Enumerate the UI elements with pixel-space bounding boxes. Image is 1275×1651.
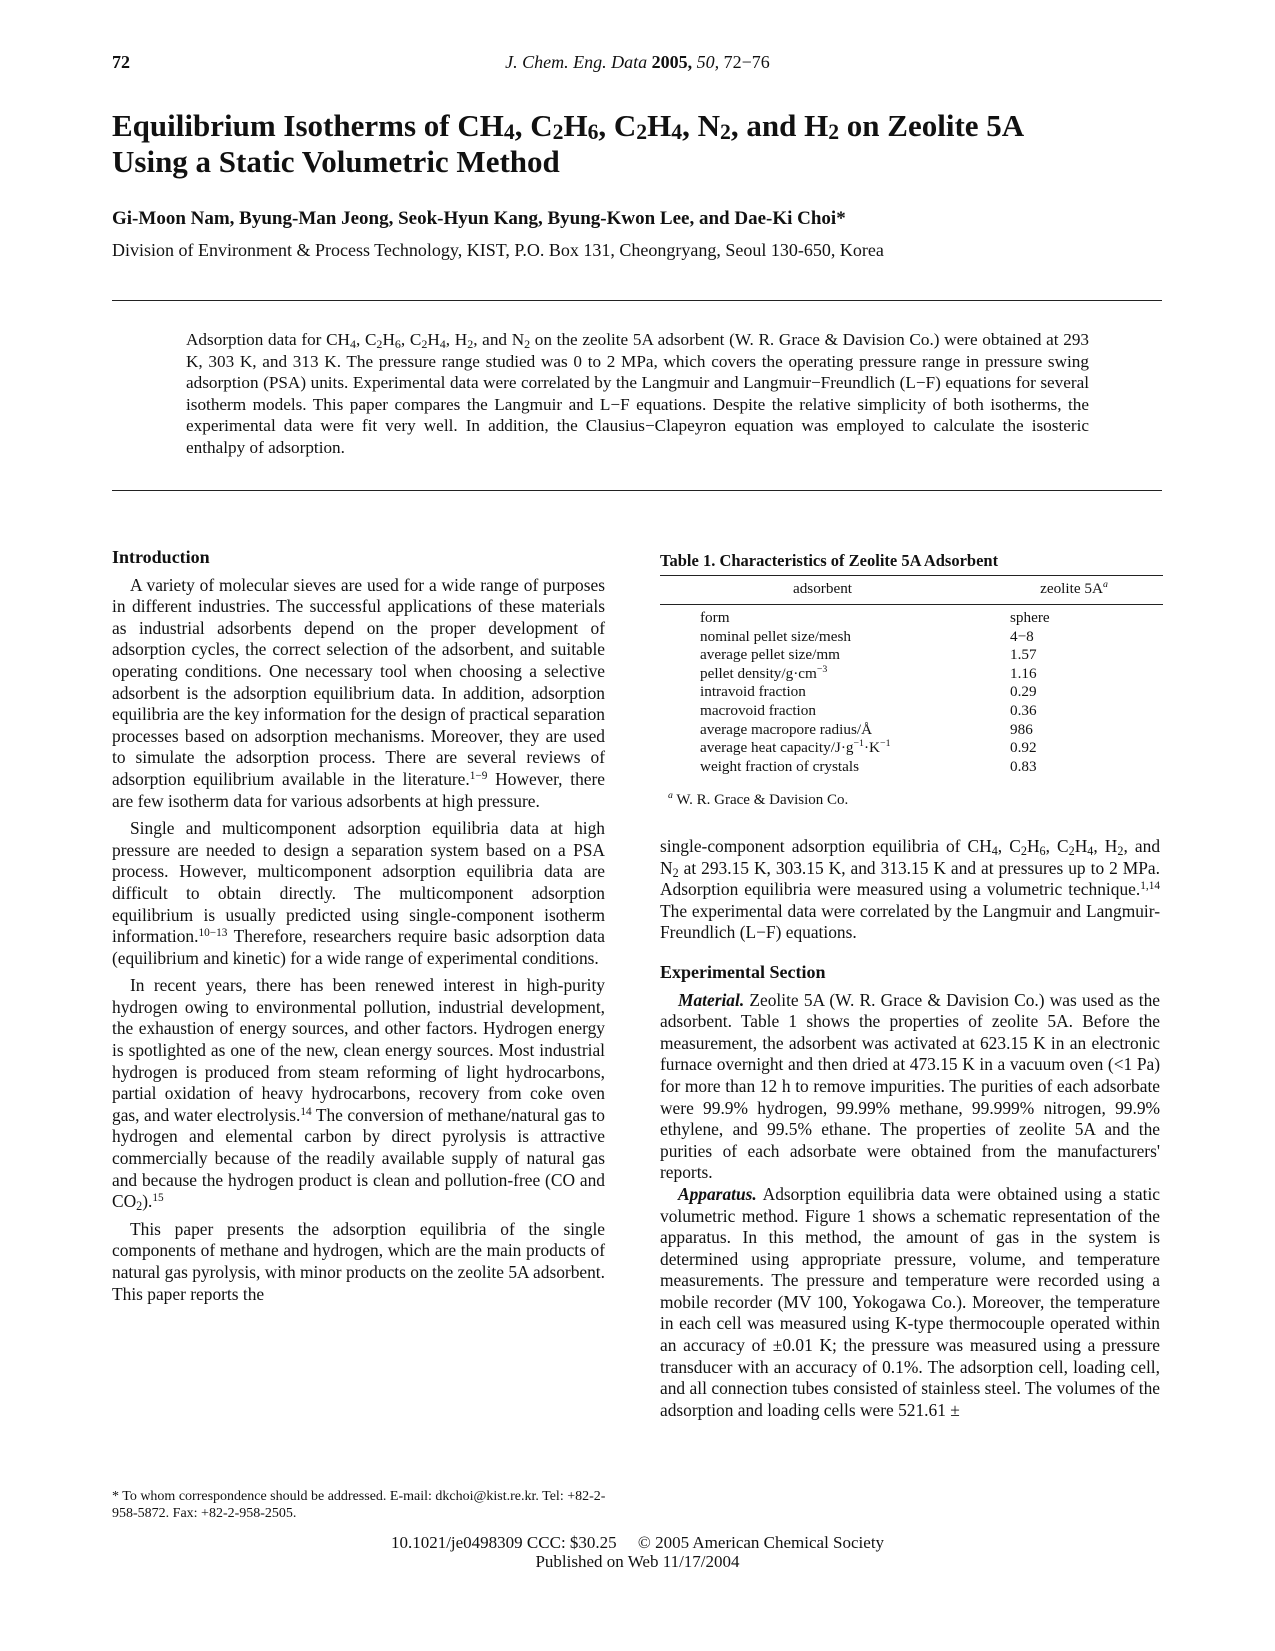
title-line-2: Using a Static Volumetric Method xyxy=(112,144,560,179)
table-header-row xyxy=(660,576,1163,604)
abstract-subscript: 4 xyxy=(349,337,356,351)
table-cell-value: 4−8 xyxy=(1010,627,1034,645)
citation-ref: 14 xyxy=(300,1105,312,1118)
doi-line: 10.1021/je0498309 CCC: $30.25 © 2005 American Chemical Society xyxy=(390,1533,885,1552)
abstract-top-rule xyxy=(112,300,1162,301)
paper-title xyxy=(112,108,1172,180)
abstract-subscript: 2 xyxy=(467,337,474,351)
table-cell-value: 0.36 xyxy=(1010,701,1037,719)
paragraph-text: However, there are few isotherm data for various adsorbents at high pressure. xyxy=(112,768,606,811)
unit-exponent: −1 xyxy=(853,738,864,750)
abstract-text: H xyxy=(427,330,440,349)
run-in-heading: Material. xyxy=(678,989,745,1010)
paragraph-text: A variety of molecular sieves are used for a wide range of purposes in different industries. The successful applications of these materials as industrial adsorbents depend on the proper development of adsorption cycles, the correct selection of the adsorbent, and suitable operating conditions. One necessary tool when choosing a selective adsorbent is the adsorption equilibrium data. In addition, adsorption equilibria are the key information for the design of practical separation processes based on adsorption mechanisms. Moreover, they are used to simulate the adsorption process. There are several reviews of adsorption equilibrium available in the literature. xyxy=(112,574,605,789)
table-cell-value: 1.16 xyxy=(1010,664,1037,682)
paragraph-text: H xyxy=(1026,836,1040,856)
paragraph-text: Adsorption equilibria data were obtained using a static volumetric method. Figure 1 shows a schematic representation of the apparatus. In this method, the amount of gas in the system is determined using appropriate pressure, volume, and temperature measurements. The pressure and temperature were recorded using a mobile recorder (MV 100, Yokogawa Co.). Moreover, the temperature in each cell was measured using K-type thermocouple operated within an accuracy of ±0.01 K; the pressure was measured using a pressure transducer with an accuracy of 0.1%. The adsorption cell, loading cell, and all connection tubes consisted of stainless steel. The volumes of the adsorption and loading cells were 521.61 ± xyxy=(660,1183,1160,1420)
abstract-text: on the zeolite 5A adsorbent (W. R. Grace & Davision Co.) were obtained at 293 K, 303 K, and 313 K. The pressure range studied was 0 to 2 MPa, which covers the operating pressure range in pressure swing adsorption (PSA) units. Experimental data were correlated by the Langmuir and Langmuir−Freundlich (L−F) equations for several isotherm models. This paper compares the Langmuir and L−F equations. Despite the relative simplicity of both isotherms, the experimental data were fit very well. In addition, the Clausius−Clapeyron equation was employed to calculate the isosteric enthalpy of adsorption. xyxy=(186,330,1090,457)
paragraph-text: The conversion of methane/natural gas to hydrogen and elemental carbon by direct pyrolysis is attractive commercially because of the readily available supply of natural gas and because the hydrogen product is clean and pollution-free (CO and CO xyxy=(112,1104,605,1212)
paragraph-text: Therefore, researchers require basic adsorption data (equilibrium and kinetic) for a wide range of experimental conditions. xyxy=(112,926,605,968)
paragraph-text: H xyxy=(1074,836,1088,856)
unit-exponent: −1 xyxy=(880,738,891,750)
table-footnote xyxy=(668,792,848,809)
abstract-text: H xyxy=(382,330,395,349)
abstract-subscript: 2 xyxy=(421,337,428,351)
abstract-bottom-rule xyxy=(112,490,1162,491)
title-text: H xyxy=(563,108,588,143)
table-row xyxy=(660,646,1163,665)
journal-volume: 50, xyxy=(696,52,720,72)
apparatus-paragraph xyxy=(660,1184,1160,1422)
paragraph-text: , and N xyxy=(660,836,1161,878)
table-row xyxy=(660,758,1163,777)
paragraph-text: single-component adsorption equilibria of CH xyxy=(660,836,992,856)
abstract-text: , and N xyxy=(473,330,525,349)
paragraph-text: , C xyxy=(997,836,1021,856)
footnote-text: W. R. Grace & Davision Co. xyxy=(672,792,849,808)
title-subscript: 2 xyxy=(828,120,840,144)
run-in-heading: Apparatus. xyxy=(678,1183,757,1204)
abstract-subscript: 4 xyxy=(439,337,446,351)
author-list: Gi-Moon Nam, Byung-Man Jeong, Seok-Hyun Kang, Byung-Kwon Lee, and Dae-Ki Choi* xyxy=(112,208,846,229)
title-text: on Zeolite 5A xyxy=(839,108,1025,143)
page-number: 72 xyxy=(112,52,130,72)
abstract xyxy=(186,329,1089,458)
table-row xyxy=(660,683,1163,702)
table-cell-label xyxy=(660,739,990,758)
right-column xyxy=(660,836,1160,1421)
abstract-subscript: 2 xyxy=(376,337,383,351)
table-cell-label: form xyxy=(700,609,730,626)
table-header-rule xyxy=(660,604,1163,605)
correspondence-footnote: * To whom correspondence should be addressed. E-mail: dkchoi@kist.re.kr. Tel: +82-2-958-5872. Fax: +82-2-958-2505. xyxy=(112,1489,606,1521)
material-paragraph xyxy=(660,990,1160,1184)
table-cell-value: sphere xyxy=(1010,609,1050,626)
paragraph-subscript: 2 xyxy=(672,865,679,880)
table-cell-value: 0.92 xyxy=(1010,739,1037,757)
table-row xyxy=(660,628,1163,647)
label-text: ·K xyxy=(864,739,881,757)
title-subscript: 2 xyxy=(636,120,648,144)
section-heading-introduction: Introduction xyxy=(112,547,210,567)
title-subscript: 4 xyxy=(503,120,515,144)
table-cell-value: 0.29 xyxy=(1010,683,1037,701)
published-date: Published on Web 11/17/2004 xyxy=(535,1552,740,1571)
abstract-subscript: 6 xyxy=(394,337,401,351)
citation-ref: 10−13 xyxy=(198,927,228,940)
citation-ref: 1,14 xyxy=(1140,880,1160,893)
abstract-text: , H xyxy=(445,330,468,349)
right-paragraph-1 xyxy=(660,836,1160,944)
title-text: H xyxy=(647,108,672,143)
table-row xyxy=(660,739,1163,758)
table-cell-value: 0.83 xyxy=(1010,757,1037,775)
intro-paragraph-1 xyxy=(112,575,605,813)
paragraph-subscript: 6 xyxy=(1039,844,1046,858)
table-row xyxy=(660,609,1163,628)
abstract-text: , C xyxy=(400,330,422,349)
left-column xyxy=(112,547,605,1305)
paragraph-text: The experimental data were correlated by the Langmuir and Langmuir-Freundlich (L−F) equations. xyxy=(660,900,1160,943)
paragraph-text: Single and multicomponent adsorption equilibria data at high pressure are needed to design a separation system based on a PSA process. However, multicomponent adsorption equilibria data are difficult to obtain directly. The multicomponent adsorption equilibrium is usually predicted using single-component isotherm information. xyxy=(112,818,605,947)
footnote-mark: a xyxy=(1102,579,1108,590)
citation-ref: 15 xyxy=(152,1192,164,1205)
journal-year: 2005, xyxy=(651,52,693,72)
label-text: pellet density/g·cm xyxy=(700,664,817,682)
intro-paragraph-4: This paper presents the adsorption equilibria of the single components of methane and hydrogen, which are the main products of natural gas pyrolysis, with minor products on the zeolite 5A adsorbent. This paper reports the xyxy=(112,1218,605,1304)
title-subscript: 2 xyxy=(552,120,564,144)
title-text: , C xyxy=(514,108,553,143)
table-cell-value: 986 xyxy=(1010,720,1033,738)
table-cell-label: intravoid fraction xyxy=(700,683,806,701)
table-row xyxy=(660,702,1163,721)
title-text: Equilibrium Isotherms of CH xyxy=(112,108,504,143)
title-subscript: 2 xyxy=(720,120,731,144)
journal-pages: 72−76 xyxy=(723,52,770,72)
paragraph-text: , C xyxy=(1045,836,1069,856)
paragraph-subscript: 2 xyxy=(1068,844,1075,858)
intro-paragraph-3 xyxy=(112,975,605,1213)
unit-exponent: −3 xyxy=(816,663,828,675)
section-heading-experimental: Experimental Section xyxy=(660,961,826,982)
publication-footer xyxy=(0,1533,1275,1571)
table-cell-label: macrovoid fraction xyxy=(700,701,816,719)
title-text: , and H xyxy=(730,108,829,143)
table-cell-label: average macropore radius/Å xyxy=(700,720,873,738)
paragraph-text: In recent years, there has been renewed interest in high-purity hydrogen owing to environmental pollution, industrial development, the exhaustion of energy sources, and other factors. Hydrogen energy is spotlighted as one of the new, clean energy sources. Most industrial hydrogen is produced from steam reforming of light hydrocarbons, partial oxidation of heavy hydrocarbons, recovery from coke oven gas, and water electrolysis. xyxy=(112,975,605,1125)
title-subscript: 4 xyxy=(671,120,683,144)
abstract-text: Adsorption data for CH xyxy=(186,330,350,349)
table-header-zeolite xyxy=(985,580,1163,598)
table-row xyxy=(660,721,1163,740)
paragraph-subscript: 4 xyxy=(1087,844,1094,858)
citation-ref: 1−9 xyxy=(469,769,488,782)
abstract-subscript: 2 xyxy=(524,337,531,351)
header-text: zeolite 5A xyxy=(1040,580,1103,597)
table-1 xyxy=(660,575,1163,776)
affiliation: Division of Environment & Process Technology, KIST, P.O. Box 131, Cheongryang, Seoul 130-650, Korea xyxy=(112,240,884,260)
intro-paragraph-2 xyxy=(112,818,605,969)
paragraph-subscript: 2 xyxy=(1020,844,1027,858)
journal-citation xyxy=(0,52,1275,73)
table-header-adsorbent: adsorbent xyxy=(792,580,853,597)
footnote-mark: a xyxy=(668,790,673,801)
title-text: , C xyxy=(598,108,637,143)
abstract-text: , C xyxy=(355,330,377,349)
paragraph-text: at 293.15 K, 303.15 K, and 313.15 K and at pressures up to 2 MPa. Adsorption equilibria were measured using a volumetric technique. xyxy=(660,857,1160,900)
paragraph-text: ). xyxy=(142,1191,153,1212)
table-row xyxy=(660,665,1163,684)
paragraph-subscript: 2 xyxy=(1117,844,1124,858)
table-cell-label xyxy=(660,665,990,684)
table-cell-label: average pellet size/mm xyxy=(700,646,840,664)
label-text: average heat capacity/J·g xyxy=(700,739,854,757)
table-title: Table 1. Characteristics of Zeolite 5A Adsorbent xyxy=(660,551,999,570)
table-cell-value: 1.57 xyxy=(1010,646,1037,664)
journal-name: J. Chem. Eng. Data xyxy=(505,52,648,72)
paragraph-subscript: 4 xyxy=(991,844,998,858)
title-text: , N xyxy=(682,108,720,143)
paragraph-text: , H xyxy=(1093,836,1118,856)
table-cell-label: nominal pellet size/mesh xyxy=(700,627,851,645)
title-line-1 xyxy=(112,108,1172,144)
paragraph-subscript: 2 xyxy=(136,1199,143,1214)
title-subscript: 6 xyxy=(587,120,599,144)
table-cell-label: weight fraction of crystals xyxy=(700,757,859,775)
paragraph-text: Zeolite 5A (W. R. Grace & Davision Co.) was used as the adsorbent. Table 1 shows the properties of zeolite 5A. Before the measurement, the adsorbent was activated at 623.15 K in an electronic furnace overnight and then dried at 473.15 K in a vacuum oven (<1 Pa) for more than 12 h to remove impurities. The purities of each adsorbate were 99.9% hydrogen, 99.99% methane, 99.999% nitrogen, 99.9% ethylene, and 99.5% ethane. The properties of zeolite 5A and the purities of each adsorbate were obtained from the manufacturers' reports. xyxy=(660,989,1160,1183)
